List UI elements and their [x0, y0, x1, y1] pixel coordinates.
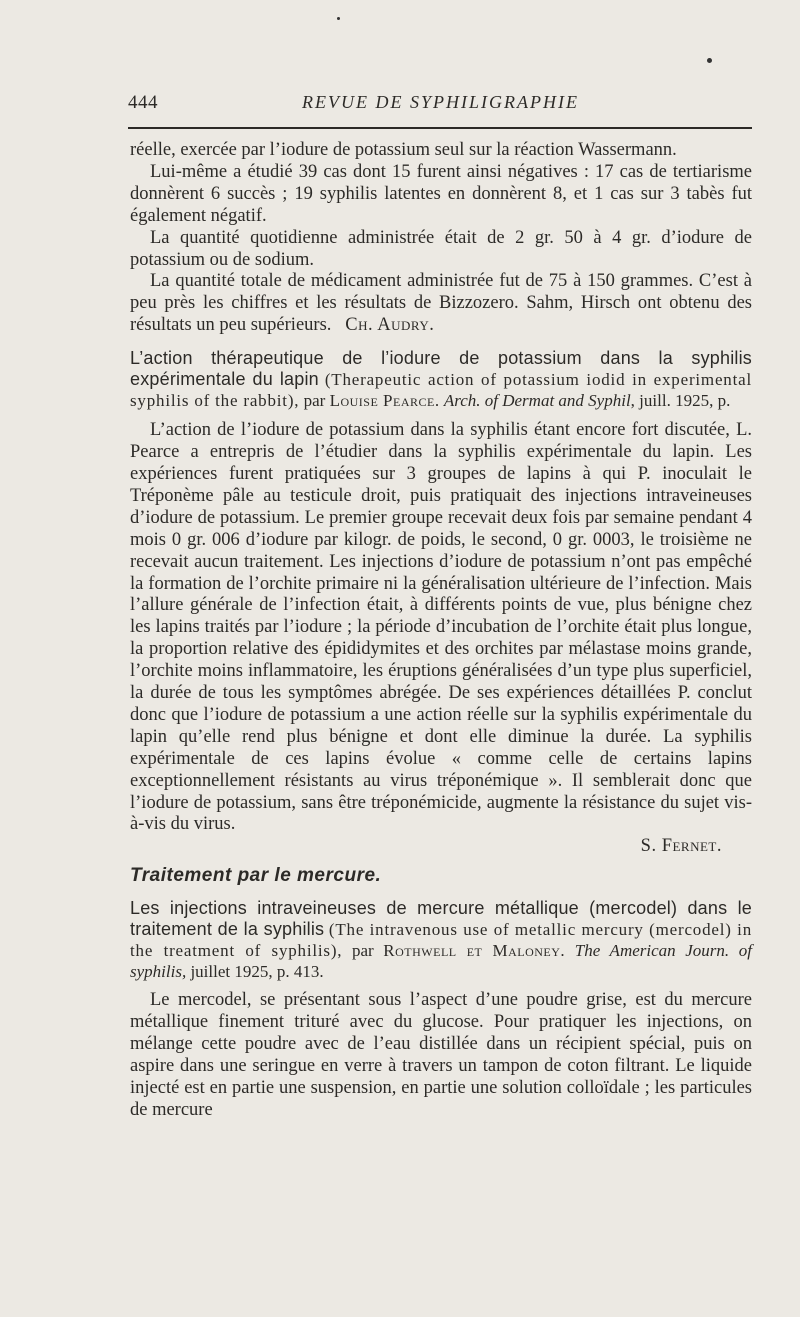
review-signature: S. Fernet. [640, 836, 722, 857]
paragraph: réelle, exercée par l’iodure de potassium seul sur la réaction Wassermann. [130, 140, 677, 160]
running-title: REVUE DE SYPHILIGRAPHIE [302, 92, 579, 112]
article-translation: (The intravenous use of metallic mercury (mercodel) in the treatment of syphilis), [130, 920, 752, 961]
paragraph-text: La quantité totale de médicament administrée fut de 75 à 150 grammes. C’est à peu près les chiffres et les résultats de Bizzozero. Sahm, Hirsch ont obtenu des résultats un peu supérieurs. [130, 271, 752, 336]
paragraph: La quantité quotidienne administrée était de 2 gr. 50 à 4 gr. d’iodure de potassium ou de sodium. [130, 227, 752, 270]
section-heading: Traitement par le mercure. [130, 865, 382, 887]
paragraph: Le mercodel, se présentant sous l’aspect d’une poudre grise, est du mercure métallique finement trituré avec du glucose. Pour pratiquer les injections, on mélange cette poudre avec de l’eau distillée dans un récipient spécial, puis on aspire dans une seringue en verre à travers un tampon de coton filtrant. Le liquide injecté est en partie une suspension, en partie une solution colloïdale ; les particules de mercure [130, 990, 752, 1120]
print-speck-top [337, 17, 340, 20]
article-by: par [303, 391, 326, 411]
article-translation: (Therapeutic action of potassium iodid in experimental syphilis of the rabbit), [130, 370, 752, 411]
article-date: juillet 1925, p. 413. [190, 962, 324, 982]
article-journal: The American Journ. of syphilis, [130, 941, 752, 982]
article-author: Louise Pearce. [329, 391, 440, 411]
text-column [130, 140, 752, 1122]
article-title: L’action thérapeutique de l’iodure de potassium dans la syphilis expérimentale du lapin [130, 348, 752, 390]
paragraph [130, 271, 752, 337]
page-number: 444 [128, 92, 158, 113]
paragraph: L’action de l’iodure de potassium dans la syphilis étant encore fort discutée, L. Pearce a entrepris de l’étudier dans la syphilis expérimentale du lapin. Les expériences furent pratiquées sur 3 groupes de lapins à qui P. inoculait le Tréponème pâle au testicule droit, puis pratiquait des injections intraveineuses d’iodure de potassium. Le premier groupe recevait deux fois par semaine pendant 4 mois 0 gr. 006 d’iodure par kilogr. de poids, le second, 0 gr. 0003, le troisième ne recevait aucun traitement. Les injections d’iodure de potassium n’ont pas empêché la formation de l’orchite primaire ni la généralisation ultérieure de l’infection. Mais l’allure générale de l’infection était, à différents points de vue, plus bénigne chez les lapins traités par l’iodure ; la période d’incubation de l’orchite était plus longue, la proportion relative des épididymites et des orchites par mélastase moins grande, l’orchite moins inflammatoire, les éruptions généralisées d’un type plus superficiel, la durée de tous les symptômes abrégée. De ses expériences détaillées P. conclut donc que l’iodure de potassium a une action réelle sur la syphilis expérimentale du lapin qu’elle rend plus bénigne et dont elle diminue la durée. La syphilis expérimentale de ces lapins évolue « comme celle de certains lapins exceptionnellement résistants au virus tréponémique ». Il semblerait donc que l’iodure de potassium, sans être tréponémicide, augmente la résistance du sujet vis-à-vis du virus. [130, 420, 752, 835]
article-by: par [351, 941, 374, 961]
running-header [128, 92, 753, 116]
print-speck-right [707, 58, 712, 63]
article-journal: Arch. of Dermat and Syphil [443, 391, 631, 411]
header-rule [128, 127, 752, 129]
article-title: Les injections intraveineuses de mercure métallique (mercodel) dans le traitement de la syphilis [130, 898, 752, 940]
paragraph: Lui-même a étudié 39 cas dont 15 furent ainsi négatives : 17 cas de tertiarisme donnèrent 6 succès ; 19 syphilis latentes en donnèrent 8, et 1 cas sur 3 tabès fut également négatif. [130, 161, 752, 226]
article-date: , juill. 1925, p. [630, 391, 731, 411]
article-reference [130, 348, 752, 411]
article-author: Rothwell et Maloney. [383, 941, 566, 961]
article-reference [130, 898, 752, 982]
review-signature: Ch. Audry. [345, 315, 435, 336]
